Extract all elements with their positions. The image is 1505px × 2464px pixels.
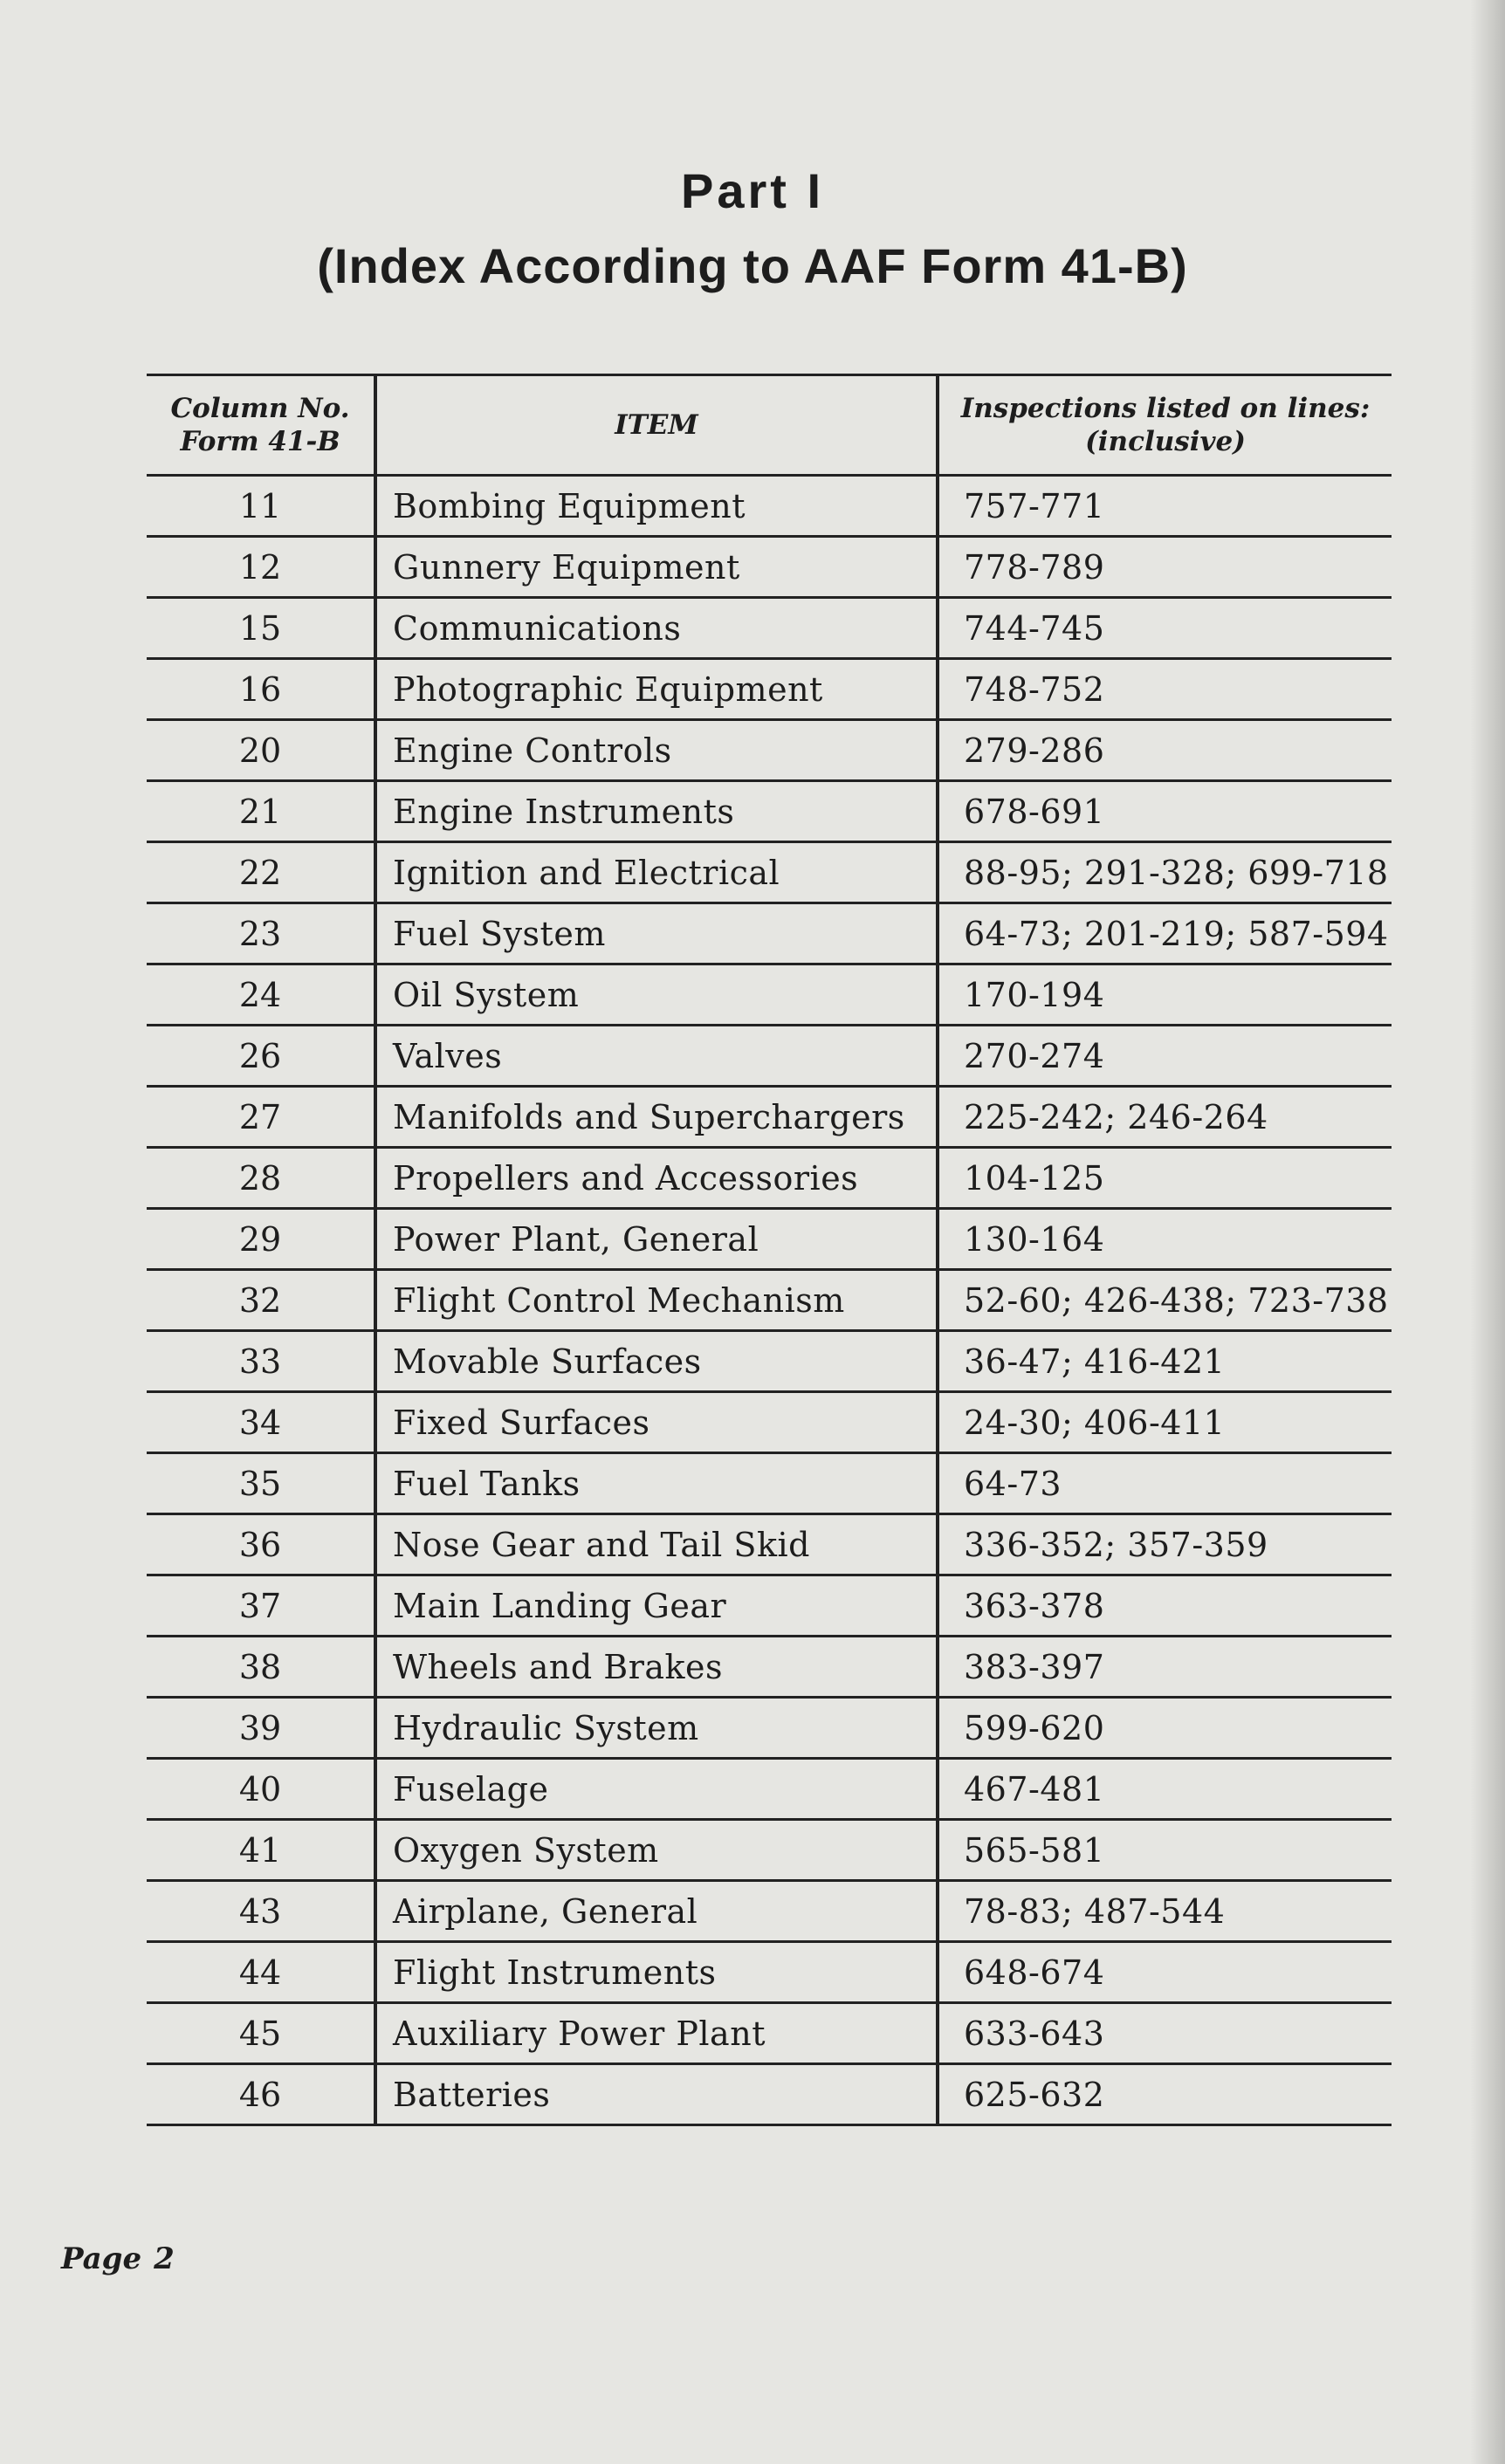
inspection-lines-cell: 279-286 — [938, 720, 1392, 781]
page-number-value: 2 — [154, 2241, 175, 2276]
column-number-cell: 12 — [147, 537, 375, 598]
inspection-lines-cell: 648-674 — [938, 1942, 1392, 2003]
inspection-lines-cell: 170-194 — [938, 964, 1392, 1026]
table-row — [147, 842, 1392, 903]
table-row — [147, 1575, 1392, 1637]
item-cell: Gunnery Equipment — [375, 537, 938, 598]
inspection-lines-cell: 24-30; 406-411 — [938, 1392, 1392, 1453]
table-row — [147, 1331, 1392, 1392]
item-cell: Oxygen System — [375, 1820, 938, 1881]
column-number-cell: 41 — [147, 1820, 375, 1881]
table-row — [147, 1087, 1392, 1148]
column-number-cell: 40 — [147, 1759, 375, 1820]
column-number-cell: 16 — [147, 659, 375, 720]
item-cell: Fuel Tanks — [375, 1453, 938, 1514]
column-number-header: Column No. Form 41-B — [147, 375, 375, 476]
column-number-cell: 24 — [147, 964, 375, 1026]
column-number-cell: 26 — [147, 1026, 375, 1087]
table-row — [147, 1209, 1392, 1270]
inspection-lines-cell: 64-73 — [938, 1453, 1392, 1514]
column-number-cell: 35 — [147, 1453, 375, 1514]
item-cell: Flight Control Mechanism — [375, 1270, 938, 1331]
page-number — [61, 2241, 187, 2276]
table-row — [147, 720, 1392, 781]
item-cell: Bombing Equipment — [375, 476, 938, 537]
item-cell: Fixed Surfaces — [375, 1392, 938, 1453]
column-number-cell: 32 — [147, 1270, 375, 1331]
item-cell: Manifolds and Superchargers — [375, 1087, 938, 1148]
inspection-lines-cell: 336-352; 357-359 — [938, 1514, 1392, 1575]
item-cell: Engine Controls — [375, 720, 938, 781]
index-table — [147, 374, 1392, 2126]
inspection-lines-cell: 270-274 — [938, 1026, 1392, 1087]
table-row — [147, 1453, 1392, 1514]
column-number-cell: 45 — [147, 2003, 375, 2064]
table-row — [147, 1637, 1392, 1698]
table-row — [147, 659, 1392, 720]
column-number-cell: 44 — [147, 1942, 375, 2003]
table-row — [147, 1698, 1392, 1759]
table-row — [147, 598, 1392, 659]
inspection-lines-cell: 78-83; 487-544 — [938, 1881, 1392, 1942]
item-cell: Auxiliary Power Plant — [375, 2003, 938, 2064]
inspection-lines-cell: 52-60; 426-438; 723-738 — [938, 1270, 1392, 1331]
table-row — [147, 537, 1392, 598]
item-cell: Fuel System — [375, 903, 938, 964]
item-cell: Airplane, General — [375, 1881, 938, 1942]
item-cell: Fuselage — [375, 1759, 938, 1820]
inspection-lines-cell: 363-378 — [938, 1575, 1392, 1637]
inspections-header: Inspections listed on lines: (inclusive) — [938, 375, 1392, 476]
table-row — [147, 1942, 1392, 2003]
inspection-lines-cell: 778-789 — [938, 537, 1392, 598]
page-label: Page — [61, 2241, 142, 2276]
inspection-lines-cell: 757-771 — [938, 476, 1392, 537]
table-row — [147, 903, 1392, 964]
table-row — [147, 1270, 1392, 1331]
table-row — [147, 781, 1392, 842]
column-number-cell: 37 — [147, 1575, 375, 1637]
table-row — [147, 1514, 1392, 1575]
inspection-lines-cell: 599-620 — [938, 1698, 1392, 1759]
inspection-lines-cell: 383-397 — [938, 1637, 1392, 1698]
column-number-cell: 29 — [147, 1209, 375, 1270]
part-title: Part I — [680, 163, 825, 218]
table-row — [147, 476, 1392, 537]
column-number-cell: 15 — [147, 598, 375, 659]
inspection-lines-cell: 104-125 — [938, 1148, 1392, 1209]
index-table-container — [147, 374, 1392, 2126]
column-number-cell: 33 — [147, 1331, 375, 1392]
inspection-lines-cell: 744-745 — [938, 598, 1392, 659]
column-number-cell: 23 — [147, 903, 375, 964]
column-number-cell: 46 — [147, 2064, 375, 2125]
item-cell: Flight Instruments — [375, 1942, 938, 2003]
item-cell: Movable Surfaces — [375, 1331, 938, 1392]
inspection-lines-cell: 565-581 — [938, 1820, 1392, 1881]
table-row — [147, 1026, 1392, 1087]
item-cell: Communications — [375, 598, 938, 659]
item-cell: Oil System — [375, 964, 938, 1026]
column-number-cell: 11 — [147, 476, 375, 537]
item-cell: Photographic Equipment — [375, 659, 938, 720]
column-number-cell: 39 — [147, 1698, 375, 1759]
column-number-cell: 22 — [147, 842, 375, 903]
table-header-row — [147, 375, 1392, 476]
inspection-lines-cell: 88-95; 291-328; 699-718 — [938, 842, 1392, 903]
item-cell: Nose Gear and Tail Skid — [375, 1514, 938, 1575]
page-edge-shadow — [1470, 0, 1505, 2464]
table-row — [147, 1392, 1392, 1453]
item-cell: Batteries — [375, 2064, 938, 2125]
inspection-lines-cell: 64-73; 201-219; 587-594 — [938, 903, 1392, 964]
item-cell: Engine Instruments — [375, 781, 938, 842]
inspection-lines-cell: 633-643 — [938, 2003, 1392, 2064]
column-number-cell: 28 — [147, 1148, 375, 1209]
inspection-lines-cell: 130-164 — [938, 1209, 1392, 1270]
column-number-cell: 34 — [147, 1392, 375, 1453]
item-cell: Main Landing Gear — [375, 1575, 938, 1637]
inspection-lines-cell: 36-47; 416-421 — [938, 1331, 1392, 1392]
item-cell: Hydraulic System — [375, 1698, 938, 1759]
inspection-lines-cell: 748-752 — [938, 659, 1392, 720]
column-number-cell: 20 — [147, 720, 375, 781]
item-cell: Propellers and Accessories — [375, 1148, 938, 1209]
item-cell: Wheels and Brakes — [375, 1637, 938, 1698]
table-row — [147, 2064, 1392, 2125]
index-subtitle: (Index According to AAF Form 41-B) — [317, 238, 1188, 293]
item-cell: Power Plant, General — [375, 1209, 938, 1270]
table-row — [147, 1759, 1392, 1820]
item-header: ITEM — [375, 375, 938, 476]
table-row — [147, 1148, 1392, 1209]
inspection-lines-cell: 625-632 — [938, 2064, 1392, 2125]
table-row — [147, 1820, 1392, 1881]
inspection-lines-cell: 678-691 — [938, 781, 1392, 842]
inspection-lines-cell: 467-481 — [938, 1759, 1392, 1820]
column-number-cell: 43 — [147, 1881, 375, 1942]
column-number-cell: 38 — [147, 1637, 375, 1698]
column-number-cell: 36 — [147, 1514, 375, 1575]
inspection-lines-cell: 225-242; 246-264 — [938, 1087, 1392, 1148]
column-number-cell: 27 — [147, 1087, 375, 1148]
item-cell: Ignition and Electrical — [375, 842, 938, 903]
table-row — [147, 964, 1392, 1026]
table-row — [147, 1881, 1392, 1942]
column-number-cell: 21 — [147, 781, 375, 842]
table-row — [147, 2003, 1392, 2064]
item-cell: Valves — [375, 1026, 938, 1087]
